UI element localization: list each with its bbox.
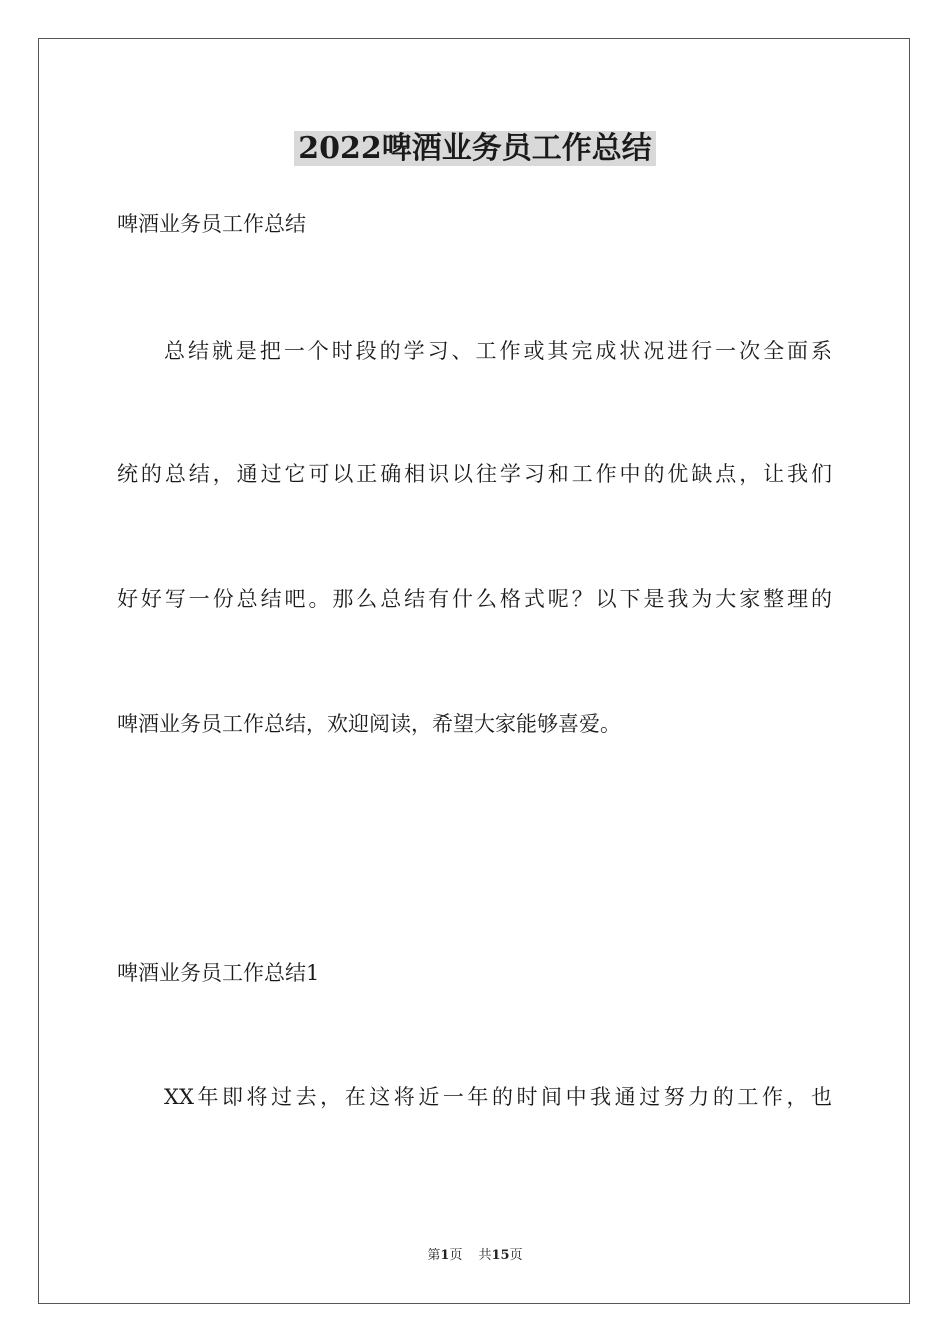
footer-total-unit: 页	[509, 1248, 523, 1263]
document-subtitle: 啤酒业务员工作总结	[117, 212, 306, 236]
footer-page-prefix: 第	[427, 1248, 441, 1263]
footer-total-prefix: 共	[478, 1248, 492, 1263]
document-title	[0, 128, 950, 170]
paragraph-line: 啤酒业务员工作总结，欢迎阅读，希望大家能够喜爱。	[117, 712, 621, 736]
page-footer	[0, 1246, 950, 1266]
footer-page-total: 15	[491, 1248, 510, 1263]
document-title-text: 2022啤酒业务员工作总结	[294, 131, 656, 166]
footer-page-unit: 页	[449, 1248, 463, 1263]
paragraph-line: XX年即将过去，在这将近一年的时间中我通过努力的工作，也	[164, 1085, 832, 1109]
paragraph-line: 总结就是把一个时段的学习、工作或其完成状况进行一次全面系	[164, 339, 832, 363]
footer-page-current: 1	[440, 1248, 450, 1263]
paragraph-line: 好好写一份总结吧。那么总结有什么格式呢？以下是我为大家整理的	[117, 587, 832, 611]
paragraph-line: 统的总结，通过它可以正确相识以往学习和工作中的优缺点，让我们	[117, 462, 832, 486]
section-heading: 啤酒业务员工作总结1	[117, 961, 320, 985]
